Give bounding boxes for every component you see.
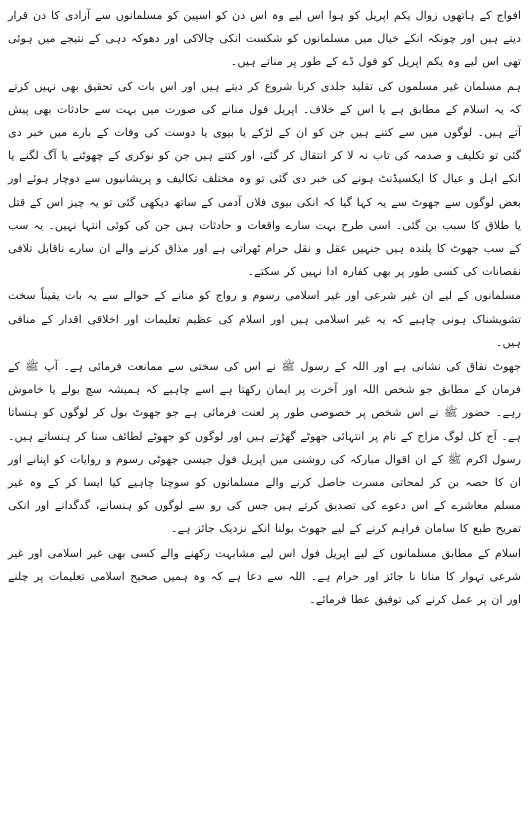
paragraph-concern: مسلمانوں کے لیے ان غیر شرعی اور غیر اسلامی رسوم و رواج کو منانے کے حوالے سے یہ بات یقیناً سخت تشویشناک ہونی چاہیے کہ یہ غیر اسلامی ہیں اور اسلام کی عظیم تعلیمات اور اخلاقی اقدار کے منافی ہیں۔ — [8, 289, 521, 349]
article-body — [8, 4, 521, 611]
paragraph-spain-fall: افواج کے ہاتھوں زوال یکم اپریل کو ہوا اس لیے وہ اس دن کو اسپین کو مسلمانوں سے آزادی کا دن قرار دیتے ہیں اور چونکہ انکے خیال میں مسلمانوں کو شکست انکی چالاکی اور دھوکہ دہی کے نتیجے میں ہوئی تھی اس لیے وہ یکم اپریل کو فول ڈے کے طور پر مناتے ہیں۔ — [8, 9, 521, 69]
paragraph-imitation-consequences: ہم مسلمان غیر مسلموں کی تقلید جلدی کرنا شروع کر دیتے ہیں اور اس بات کی تحقیق بھی نہیں کرتے کہ یہ اسلام کے مطابق ہے یا اس کے خلاف۔ اپریل فول منانے کی صورت میں بہت سے حادثات بھی پیش آتے ہیں۔ لوگوں میں سے کتنے ہیں جن کو ان کے لڑکے یا بیوی یا دوست کی وفات کے بارے میں خبر دی گئی تو تکلیف و صدمہ کی تاب نہ لا کر انتقال کر گئے، اور کتنے ہیں جن کو نوکری کے چھوٹنے یا آگ لگنے یا انکے اہل و عیال کا ایکسیڈنٹ ہونے کی خبر دی گئی تو وہ مختلف تکالیف و پریشانیوں سے دوچار ہوئے اور بعض لوگوں سے جھوٹ سے یہ کہا گیا کہ انکی بیوی فلاں آدمی کے ساتھ دیکھی گئی تو یہ چیز اس کے قتل یا طلاق کا سبب بن گئی۔ اسی طرح بہت سارے واقعات و حادثات ہیں جن کی کوئی انتہا نہیں۔ یہ سب کے سب جھوٹ کا پلندہ ہیں جنہیں عقل و نقل حرام ٹھراتی ہے اور مذاق کرنے والے ان سارے ناقابل تلافی نقصانات کی کسی طور پر بھی کفارہ ادا نہیں کر سکتے۔ — [8, 79, 521, 279]
paragraph-conclusion: اسلام کے مطابق مسلمانوں کے لیے اپریل فول اس لیے مشابہت رکھنے والے کسی بھی غیر اسلامی اور غیر شرعی تہوار کا منانا نا جائز اور حرام ہے۔ اللہ سے دعا ہے کہ وہ ہمیں صحیح اسلامی تعلیمات پر چلنے اور ان پر عمل کرنے کی توفیق عطا فرمائے۔ — [8, 546, 521, 607]
paragraph-lying-hypocrisy: جھوٹ نفاق کی نشانی ہے اور اللہ کے رسول ﷺ نے اس کی سختی سے ممانعت فرمائی ہے۔ آپ ﷺ کے فرمان کے مطابق جو شخص اللہ اور آخرت پر ایمان رکھتا ہے اسے چاہیے کہ ہمیشہ سچ بولے یا خاموش رہے۔ حضور ﷺ نے اس شخص پر خصوصی طور پر لعنت فرمائی ہے جو جھوٹ بول کر لوگوں کو ہنساتا ہے۔ آج کل لوگ مزاح کے نام پر انتہائی جھوٹے گھڑتے ہیں اور لوگوں کو جھوٹے لطائف سنا کر ہنساتے ہیں۔ رسول اکرم ﷺ کے ان اقوال مبارکہ کی روشنی میں اپریل فول جیسی جھوٹی رسوم و روایات کو اپنانے اور ان کا حصہ بن کر لمحاتی مسرت حاصل کرنے والے مسلمانوں کو سوچنا چاہیے کیا ایسا کر کے وہ غیر مسلم معاشرے کے اس دعوے کی تصدیق کرتے ہیں جس کی رو سے لوگوں کو ہنسانے، گدگدانے اور انکی تفریح طبع کا سامان فراہم کرنے کے لیے جھوٹ بولنا انکے نزدیک جائز ہے۔ — [8, 360, 521, 536]
